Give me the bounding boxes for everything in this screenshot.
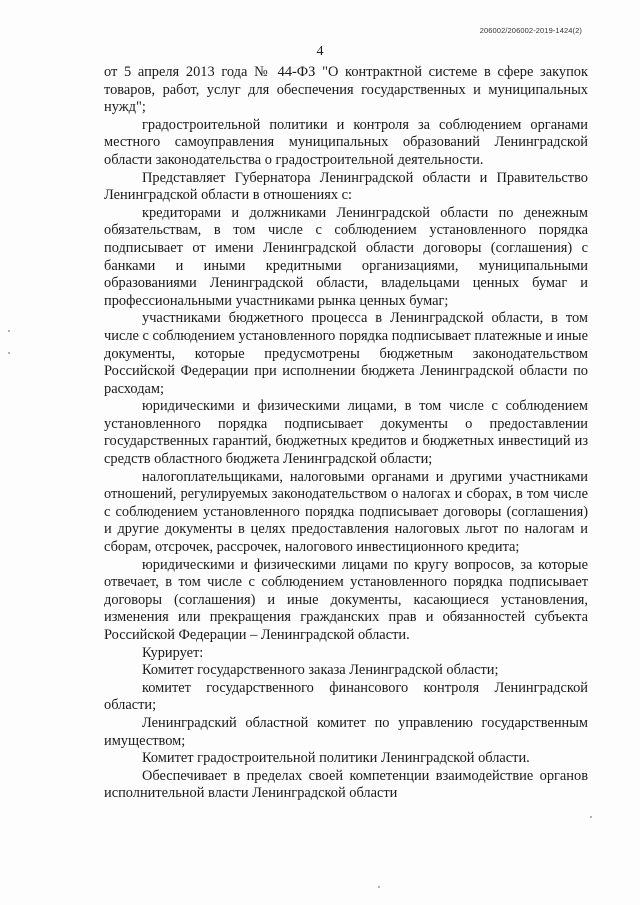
paragraph: Обеспечивает в пределах своей компетенции взаимодействие органов исполнительной власти Ленинградской области — [104, 767, 588, 802]
paragraph: Комитет градостроительной политики Ленинградской области. — [142, 750, 530, 767]
scan-speck — [8, 330, 10, 332]
paragraph: от 5 апреля 2013 года № 44-ФЗ "О контрактной системе в сфере закупок товаров, работ, услуг для обеспечения государственных и муниципальных нужд"; — [104, 64, 588, 116]
paragraph: налогоплательщиками, налоговыми органами и другими участниками отношений, регулируемых законодательством о налогах и сборах, в том числе с соблюдением установленного порядка подписывает договоры (соглашения) и другие документы в целях предоставления налоговых льгот по налогам и сборам, отсрочек, рассрочек, налогового инвестиционного кредита; — [104, 468, 588, 556]
paragraph: кредиторами и должниками Ленинградской области по денежным обязательствам, в том числе с соблюдением установленного порядка подписывает от имени Ленинградской области договоры (соглашения) с банками и иными кредитными организациями, муниципальными образованиями Ленинградской области, владельцами ценных бумаг и профессиональными участниками рынка ценных бумаг; — [104, 204, 588, 309]
paragraph: участниками бюджетного процесса в Ленинградской области, в том числе с соблюдением установленного порядка подписывает платежные и иные документы, которые предусмотрены бюджетным законодательством Российской Федерации при исполнении бюджета Ленинградской области по расходам; — [104, 310, 588, 397]
paragraph: Курирует: — [142, 644, 204, 661]
paragraph: Представляет Губернатора Ленинградской области и Правительство Ленинградской области в отношениях с: — [104, 169, 588, 204]
paragraph: градостроительной политики и контроля за соблюдением органами местного самоуправления муниципальных образований Ленинградской области законодательства о градостроительной деятельности. — [104, 116, 588, 168]
page-number: 4 — [316, 44, 324, 59]
scan-speck — [8, 352, 10, 354]
scan-speck — [590, 816, 592, 818]
paragraph: юридическими и физическими лицами, в том числе с соблюдением установленного порядка подписывает документы о предоставлении государственных гарантий, бюджетных кредитов и бюджетных инвестиций из средств областного бюджета Ленинградской области; — [104, 398, 588, 468]
document-id: 206002/206002-2019-1424(2) — [479, 26, 582, 35]
paragraph: Комитет государственного заказа Ленинградской области; — [142, 662, 499, 679]
paragraph: комитет государственного финансового контроля Ленинградской области; — [104, 679, 588, 714]
document-body — [104, 64, 588, 803]
paragraph: Ленинградский областной комитет по управлению государственным имуществом; — [104, 714, 588, 749]
scan-speck — [378, 886, 380, 888]
paragraph: юридическими и физическими лицами по кругу вопросов, за которые отвечает, в том числе с соблюдением установленного порядка подписывает договоры (соглашения) и иные документы, касающиеся установления, изменения или прекращения гражданских прав и обязанностей субъекта Российской Федерации – Ленинградской области. — [104, 556, 588, 643]
